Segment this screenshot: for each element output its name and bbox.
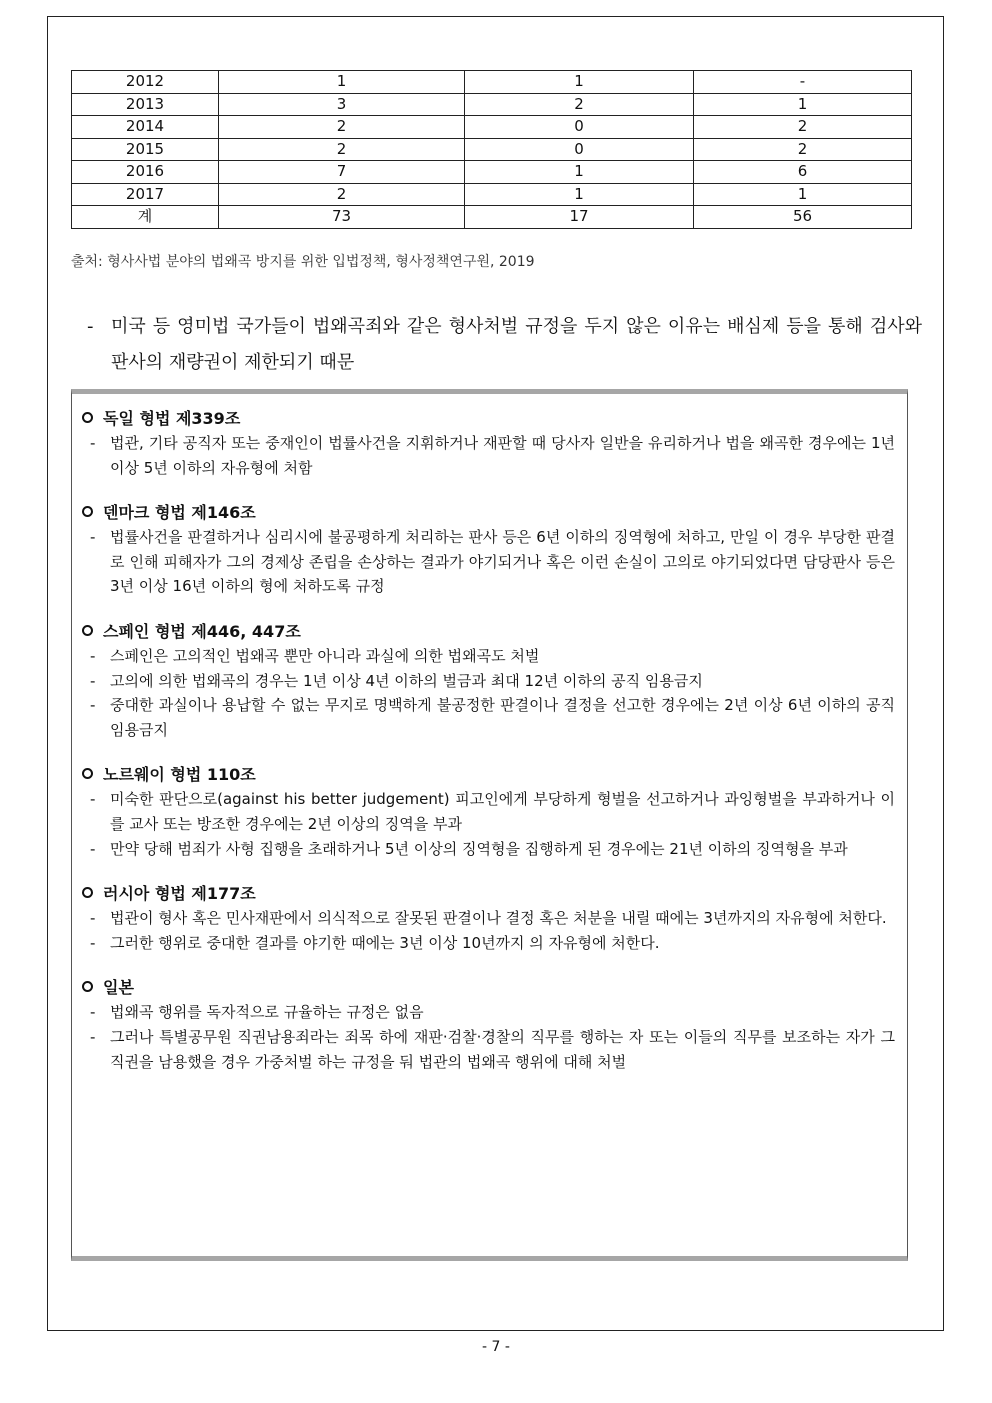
section-title: 독일 형법 제339조 xyxy=(103,409,241,428)
law-section xyxy=(82,498,895,599)
item-text: 중대한 과실이나 용납할 수 없는 무지로 명백하게 불공정한 판결이나 결정을 선고한 경우에는 2년 이상 6년 이하의 공직임용금지 xyxy=(110,696,895,739)
list-item xyxy=(82,931,895,956)
table-cell: 2017 xyxy=(72,183,219,206)
section-heading xyxy=(82,617,895,644)
dash-marker: - xyxy=(90,434,96,452)
intro-text: 미국 등 영미법 국가들이 법왜곡죄와 같은 형사처벌 규정을 두지 않은 이유는 배심제 등을 통해 검사와 판사의 재량권이 제한되기 때문 xyxy=(111,316,922,373)
dash-marker: - xyxy=(90,696,96,715)
item-text: 법왜곡 행위를 독자적으로 규율하는 규정은 없음 xyxy=(110,1003,424,1022)
item-text: 법률사건을 판결하거나 심리시에 불공평하게 처리하는 판사 등은 6년 이하의 징역형에 처하고, 만일 이 경우 부당한 판결로 인해 피해자가 그의 경제상 존립을 손상하는 결과가 야기되거나 혹은 이런 손실이 고의로 야기되었다면 담당판사 등은 3년 이상 16년 이하의 형에 처하도록 규정 xyxy=(110,528,895,596)
section-heading xyxy=(82,760,895,787)
list-item xyxy=(82,431,895,480)
table-row xyxy=(72,138,912,161)
table-cell: 2015 xyxy=(72,138,219,161)
circle-bullet-icon xyxy=(82,887,93,898)
table-row xyxy=(72,183,912,206)
item-text: 고의에 의한 법왜곡의 경우는 1년 이상 4년 이하의 벌금과 최대 12년 이하의 공직 임용금지 xyxy=(110,671,703,690)
table-row xyxy=(72,116,912,139)
statistics-table xyxy=(71,70,912,229)
table-cell: - xyxy=(694,71,912,94)
dash-marker: - xyxy=(90,1003,96,1022)
section-title: 러시아 형법 제177조 xyxy=(103,884,256,904)
section-heading xyxy=(82,498,895,525)
item-text: 그러한 행위로 중대한 결과를 야기한 때에는 3년 이상 10년까지 의 자유형에 처한다. xyxy=(110,933,660,952)
section-title: 일본 xyxy=(103,978,134,998)
dash-marker: - xyxy=(87,316,94,337)
table-cell: 2 xyxy=(219,183,465,206)
circle-bullet-icon xyxy=(82,768,93,779)
section-heading xyxy=(82,973,895,1000)
dash-marker: - xyxy=(90,671,96,690)
dash-marker: - xyxy=(90,909,96,928)
list-item xyxy=(82,669,895,694)
list-item xyxy=(82,1025,895,1074)
table-cell: 1 xyxy=(694,93,912,116)
list-item xyxy=(82,525,895,599)
dash-marker: - xyxy=(90,1027,96,1046)
item-text: 스페인은 고의적인 법왜곡 뿐만 아니라 과실에 의한 법왜곡도 처벌 xyxy=(110,646,540,665)
section-heading xyxy=(82,404,895,431)
source-citation: 출처: 형사사법 분야의 법왜곡 방지를 위한 입법정책, 형사정책연구원, 2019 xyxy=(71,254,535,270)
page-number: - 7 - xyxy=(482,1339,510,1355)
table-cell: 1 xyxy=(465,161,694,184)
table-cell: 17 xyxy=(465,206,694,229)
table-cell: 2 xyxy=(219,138,465,161)
item-text: 미숙한 판단으로(against his better judgement) 피고인에게 부당하게 형벌을 선고하거나 과잉형벌을 부과하거나 이를 교사 또는 방조한 경우에는 2년 이상의 징역을 부과 xyxy=(110,790,895,833)
section-heading xyxy=(82,879,895,906)
item-text: 법관, 기타 공직자 또는 중재인이 법률사건을 지휘하거나 재판할 때 당사자 일반을 유리하거나 법을 왜곡한 경우에는 1년 이상 5년 이하의 자유형에 처함 xyxy=(110,434,895,477)
item-text: 법관이 형사 혹은 민사재판에서 의식적으로 잘못된 판결이나 결정 혹은 처분을 내릴 때에는 3년까지의 자유형에 처한다. xyxy=(110,909,887,928)
dash-marker: - xyxy=(90,839,96,858)
table-cell: 2 xyxy=(219,116,465,139)
table-cell: 56 xyxy=(694,206,912,229)
circle-bullet-icon xyxy=(82,981,93,992)
table-cell: 2016 xyxy=(72,161,219,184)
item-text: 만약 당해 범죄가 사형 집행을 초래하거나 5년 이상의 징역형을 집행하게 된 경우에는 21년 이하의 징역형을 부과 xyxy=(110,839,848,858)
section-title: 스페인 형법 제446, 447조 xyxy=(103,621,301,641)
table-row xyxy=(72,93,912,116)
table-cell: 2 xyxy=(465,93,694,116)
table-cell: 7 xyxy=(219,161,465,184)
table-cell: 1 xyxy=(465,183,694,206)
circle-bullet-icon xyxy=(82,412,93,423)
table-cell: 2 xyxy=(694,116,912,139)
list-item xyxy=(82,644,895,669)
dash-marker: - xyxy=(90,528,96,547)
table-cell: 2 xyxy=(694,138,912,161)
item-text: 그러나 특별공무원 직권남용죄라는 죄목 하에 재판·검찰·경찰의 직무를 행하는 자 또는 이들의 직무를 보조하는 자가 그 직권을 남용했을 경우 가중처벌 하는 규정을 둬 법관의 법왜곡 행위에 대해 처벌 xyxy=(110,1027,895,1071)
table-cell: 2013 xyxy=(72,93,219,116)
law-section xyxy=(82,404,895,480)
table-row xyxy=(72,161,912,184)
list-item xyxy=(82,837,895,862)
law-section xyxy=(82,617,895,742)
table-row xyxy=(72,206,912,229)
table-cell: 6 xyxy=(694,161,912,184)
section-title: 덴마크 형법 제146조 xyxy=(103,503,256,523)
table-cell: 2014 xyxy=(72,116,219,139)
table-cell: 1 xyxy=(694,183,912,206)
list-item xyxy=(82,787,895,836)
table-cell: 0 xyxy=(465,116,694,139)
law-section xyxy=(82,760,895,861)
dash-marker: - xyxy=(90,790,96,809)
circle-bullet-icon xyxy=(82,506,93,517)
foreign-law-box xyxy=(71,389,908,1261)
list-item xyxy=(82,906,895,931)
dash-marker: - xyxy=(90,933,96,952)
table-cell: 1 xyxy=(465,71,694,94)
law-section xyxy=(82,973,895,1074)
law-section xyxy=(82,879,895,955)
table-cell: 3 xyxy=(219,93,465,116)
table-row xyxy=(72,71,912,94)
circle-bullet-icon xyxy=(82,625,93,636)
list-item xyxy=(82,1000,895,1025)
section-title: 노르웨이 형법 110조 xyxy=(103,765,256,785)
list-item xyxy=(82,693,895,742)
intro-paragraph xyxy=(87,309,922,381)
table-cell: 2012 xyxy=(72,71,219,94)
table-cell: 계 xyxy=(72,206,219,229)
table-cell: 73 xyxy=(219,206,465,229)
table-cell: 1 xyxy=(219,71,465,94)
dash-marker: - xyxy=(90,646,96,665)
table-cell: 0 xyxy=(465,138,694,161)
